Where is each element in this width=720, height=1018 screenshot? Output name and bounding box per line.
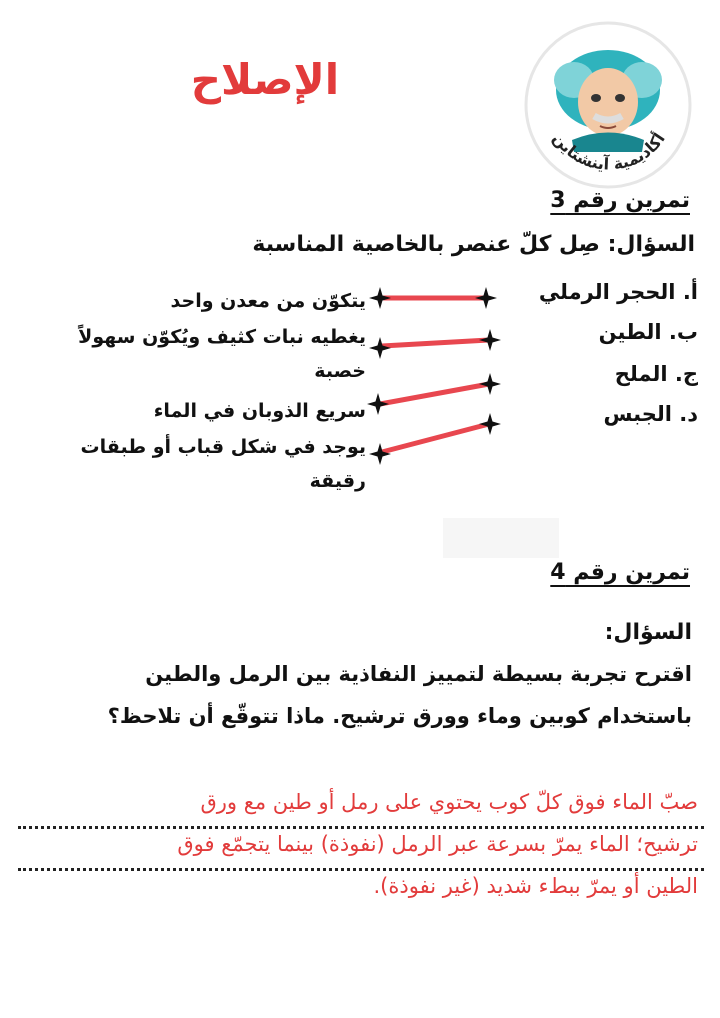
answer-line-3: الطين أو يمرّ ببطء شديد (غير نفوذة).	[373, 874, 698, 898]
star-icon	[475, 287, 497, 309]
right-item-3: سريع الذوبان في الماء	[153, 400, 366, 422]
exercise4-question-line-2: باستخدام كوبين وماء وورق ترشيح. ماذا تتوقّع أن تلاحظ؟	[107, 704, 692, 728]
exercise4-heading: تمرين رقم 4	[550, 560, 690, 585]
connector-line-2	[382, 340, 489, 346]
right-item-2: يغطيه نبات كثيف ويُكوّن سهولاً خصبة	[78, 326, 366, 382]
dotted-line	[18, 826, 704, 829]
blank-box	[443, 518, 559, 558]
right-item-1: يتكوّن من معدن واحد	[170, 290, 366, 312]
exercise4-question-label: السؤال:	[604, 620, 692, 645]
star-icon	[479, 413, 501, 435]
star-icon	[369, 337, 391, 359]
exercise4-question-line-1: اقترح تجربة بسيطة لتمييز النفاذية بين الرمل والطين	[145, 662, 692, 686]
star-icon	[369, 287, 391, 309]
logo-text: أكاديمية آينشتاين	[549, 128, 669, 174]
dotted-line	[18, 868, 704, 871]
connector-line-4	[382, 424, 489, 452]
exercise3-question: السؤال: صِل كلّ عنصر بالخاصية المناسبة	[252, 232, 695, 257]
star-icon	[479, 329, 501, 351]
star-icon	[479, 373, 501, 395]
exercise3-heading: تمرين رقم 3	[550, 188, 690, 213]
answer-line-2: ترشيح؛ الماء يمرّ بسرعة عبر الرمل (نفوذة) بينما يتجمّع فوق	[177, 832, 698, 856]
connector-line-3	[380, 384, 489, 404]
left-item-sandstone: أ. الحجر الرملي	[538, 280, 698, 304]
right-item-4: يوجد في شكل قباب أو طبقات رقيقة	[80, 436, 366, 492]
page-title: الإصلاح	[190, 55, 340, 104]
answer-line-1: صبّ الماء فوق كلّ كوب يحتوي على رمل أو طين مع ورق	[200, 790, 698, 814]
star-icon	[367, 393, 389, 415]
left-item-gypsum: د. الجبس	[603, 402, 698, 426]
left-item-salt: ج. الملح	[614, 362, 698, 386]
left-item-clay: ب. الطين	[598, 320, 698, 344]
star-icon	[369, 443, 391, 465]
